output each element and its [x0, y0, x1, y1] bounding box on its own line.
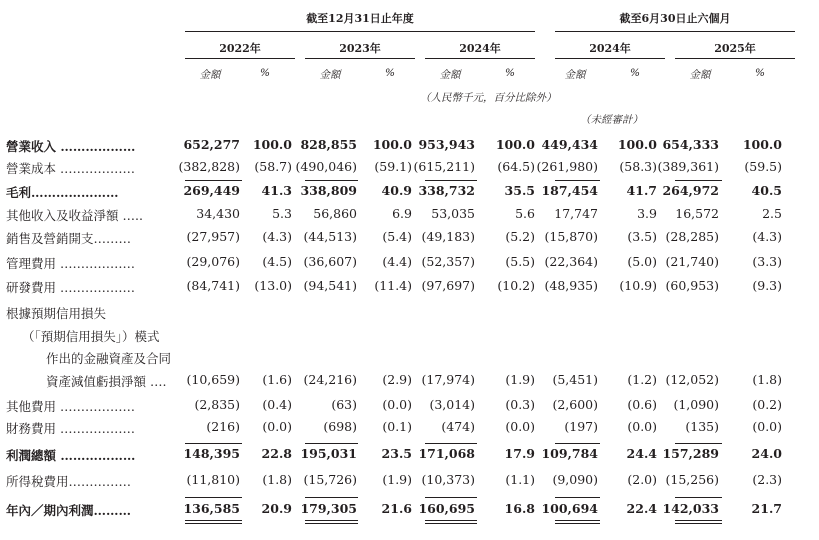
amount-cell: (1,090)	[673, 397, 719, 412]
percent-cell: (13.0)	[254, 278, 292, 293]
percent-cell: 2.5	[762, 206, 782, 221]
amount-header: 金額	[689, 69, 711, 81]
amount-cell: 652,277	[183, 137, 240, 152]
amount-cell: 142,033	[662, 501, 719, 516]
subtotal-rule	[555, 497, 600, 498]
amount-cell: 34,430	[196, 206, 240, 221]
amount-cell: 148,395	[183, 446, 240, 461]
amount-cell: (474)	[441, 419, 475, 434]
pct-header: %	[630, 67, 640, 79]
percent-cell: 35.5	[504, 183, 535, 198]
row-label: 資產減值虧損淨額 ….	[46, 374, 167, 389]
amount-cell: 136,585	[183, 501, 240, 516]
amount-cell: 53,035	[431, 206, 475, 221]
amount-cell: (15,256)	[665, 472, 719, 487]
amount-cell: 17,747	[554, 206, 598, 221]
subtotal-rule	[305, 523, 358, 524]
amount-cell: (9,090)	[552, 472, 598, 487]
subtotal-rule	[425, 523, 477, 524]
percent-cell: 21.7	[751, 501, 782, 516]
row-label: 其他費用 ………………	[6, 399, 135, 414]
amount-cell: (24,216)	[303, 372, 357, 387]
percent-cell: 24.4	[626, 446, 657, 461]
percent-cell: 100.0	[252, 137, 292, 152]
percent-cell: (9.3)	[752, 278, 782, 293]
amount-cell: 338,809	[300, 183, 357, 198]
percent-cell: 5.3	[272, 206, 292, 221]
amount-cell: 264,972	[662, 183, 719, 198]
subtotal-rule	[555, 180, 600, 181]
amount-cell: (29,076)	[186, 254, 240, 269]
subtotal-rule	[425, 180, 477, 181]
percent-cell: (2.9)	[382, 372, 412, 387]
amount-cell: (22,364)	[544, 254, 598, 269]
amount-cell: 269,449	[183, 183, 240, 198]
amount-cell: (52,357)	[421, 254, 475, 269]
year-header-2024-half: 2024年	[589, 42, 631, 55]
percent-cell: (1.1)	[505, 472, 535, 487]
subtotal-rule	[555, 523, 600, 524]
percent-cell: 5.6	[515, 206, 535, 221]
subtotal-rule	[305, 497, 358, 498]
row-label: 毛利…………………	[6, 185, 119, 200]
amount-cell: (197)	[564, 419, 598, 434]
unaudited-note: （未經審計）	[580, 114, 643, 126]
row-label: 所得稅費用……………	[6, 474, 132, 489]
subtotal-rule	[425, 497, 477, 498]
percent-cell: (0.0)	[505, 419, 535, 434]
amount-cell: 828,855	[300, 137, 357, 152]
percent-cell: (10.9)	[619, 278, 657, 293]
percent-cell: (58.3)	[619, 159, 657, 174]
amount-cell: 179,305	[300, 501, 357, 516]
percent-cell: (0.4)	[262, 397, 292, 412]
subtotal-rule	[185, 520, 242, 521]
percent-cell: (10.2)	[497, 278, 535, 293]
percent-cell: (58.7)	[254, 159, 292, 174]
percent-cell: (64.5)	[497, 159, 535, 174]
year-header-2023: 2023年	[339, 42, 381, 55]
percent-cell: (0.0)	[752, 419, 782, 434]
subtotal-rule	[425, 443, 477, 444]
subtotal-rule	[305, 443, 358, 444]
percent-cell: (0.0)	[382, 397, 412, 412]
amount-cell: (17,974)	[421, 372, 475, 387]
percent-cell: 21.6	[381, 501, 412, 516]
percent-cell: (0.0)	[627, 419, 657, 434]
group-header-half-year: 截至6月30日止六個月	[619, 12, 731, 25]
amount-cell: 160,695	[418, 501, 475, 516]
subtotal-rule	[675, 497, 722, 498]
group-rule-half-year	[555, 31, 795, 32]
percent-cell: (2.0)	[627, 472, 657, 487]
amount-cell: (44,513)	[303, 229, 357, 244]
percent-cell: (59.5)	[744, 159, 782, 174]
amount-cell: (28,285)	[665, 229, 719, 244]
amount-cell: 56,860	[313, 206, 357, 221]
year-rule	[305, 58, 415, 59]
year-header-2025-half: 2025年	[714, 42, 756, 55]
amount-cell: 109,784	[541, 446, 598, 461]
row-label: 財務費用 ………………	[6, 421, 135, 436]
percent-cell: (5.0)	[627, 254, 657, 269]
amount-cell: (12,052)	[665, 372, 719, 387]
amount-cell: 171,068	[418, 446, 475, 461]
percent-cell: 41.7	[626, 183, 657, 198]
subtotal-rule	[555, 520, 600, 521]
amount-cell: (216)	[206, 419, 240, 434]
percent-cell: 40.9	[381, 183, 412, 198]
amount-cell: (60,953)	[665, 278, 719, 293]
percent-cell: 16.8	[504, 501, 535, 516]
subtotal-rule	[425, 520, 477, 521]
amount-cell: 16,572	[675, 206, 719, 221]
row-label: 研發費用 ………………	[6, 280, 135, 295]
amount-cell: (97,697)	[421, 278, 475, 293]
amount-cell: (15,870)	[544, 229, 598, 244]
amount-cell: (10,659)	[186, 372, 240, 387]
unit-note: （人民幣千元，百分比除外）	[420, 92, 557, 104]
subtotal-rule	[305, 180, 358, 181]
percent-cell: 24.0	[751, 446, 782, 461]
amount-cell: (11,810)	[186, 472, 240, 487]
percent-cell: (0.0)	[262, 419, 292, 434]
subtotal-rule	[675, 180, 722, 181]
percent-cell: (1.9)	[505, 372, 535, 387]
amount-cell: (2,835)	[194, 397, 240, 412]
percent-cell: (0.3)	[505, 397, 535, 412]
percent-cell: 3.9	[637, 206, 657, 221]
percent-cell: 22.4	[626, 501, 657, 516]
percent-cell: 20.9	[261, 501, 292, 516]
amount-cell: (36,607)	[303, 254, 357, 269]
percent-cell: 100.0	[617, 137, 657, 152]
pct-header: %	[755, 67, 765, 79]
year-rule	[425, 58, 535, 59]
amount-cell: (84,741)	[186, 278, 240, 293]
amount-cell: 449,434	[541, 137, 598, 152]
percent-cell: 6.9	[392, 206, 412, 221]
percent-cell: (4.4)	[382, 254, 412, 269]
amount-cell: (48,935)	[544, 278, 598, 293]
amount-cell: (135)	[685, 419, 719, 434]
amount-cell: (389,361)	[657, 159, 719, 174]
percent-cell: (0.6)	[627, 397, 657, 412]
percent-cell: 100.0	[372, 137, 412, 152]
pct-header: %	[505, 67, 515, 79]
amount-cell: 953,943	[418, 137, 475, 152]
percent-cell: (0.2)	[752, 397, 782, 412]
percent-cell: (0.1)	[382, 419, 412, 434]
percent-cell: (3.3)	[752, 254, 782, 269]
amount-cell: (63)	[331, 397, 357, 412]
row-label: 年內／期內利潤………	[6, 503, 132, 518]
pct-header: %	[385, 67, 395, 79]
subtotal-rule	[185, 497, 242, 498]
percent-cell: (4.5)	[262, 254, 292, 269]
percent-cell: (1.8)	[752, 372, 782, 387]
percent-cell: (1.6)	[262, 372, 292, 387]
amount-cell: (94,541)	[303, 278, 357, 293]
row-label: 營業收入 ………………	[6, 139, 136, 154]
amount-cell: (382,828)	[178, 159, 240, 174]
percent-cell: (1.9)	[382, 472, 412, 487]
amount-cell: (5,451)	[552, 372, 598, 387]
amount-cell: 187,454	[541, 183, 598, 198]
row-label: 利潤總額 ………………	[6, 448, 136, 463]
percent-cell: (4.3)	[262, 229, 292, 244]
amount-cell: (615,211)	[413, 159, 475, 174]
ecl-label-line-3: 作出的金融資產及合同	[46, 351, 172, 366]
year-header-2024: 2024年	[459, 42, 501, 55]
subtotal-rule	[185, 443, 242, 444]
amount-cell: 654,333	[662, 137, 719, 152]
year-header-2022: 2022年	[219, 42, 261, 55]
amount-cell: (10,373)	[421, 472, 475, 487]
percent-cell: (59.1)	[374, 159, 412, 174]
amount-header: 金額	[199, 69, 221, 81]
group-header-annual: 截至12月31日止年度	[306, 12, 414, 25]
amount-cell: (27,957)	[186, 229, 240, 244]
year-rule	[675, 58, 795, 59]
percent-cell: (3.5)	[627, 229, 657, 244]
subtotal-rule	[185, 523, 242, 524]
amount-cell: 157,289	[662, 446, 719, 461]
amount-cell: (261,980)	[536, 159, 598, 174]
percent-cell: (5.4)	[382, 229, 412, 244]
percent-cell: 17.9	[504, 446, 535, 461]
percent-cell: (11.4)	[374, 278, 412, 293]
percent-cell: 41.3	[261, 183, 292, 198]
amount-cell: (698)	[323, 419, 357, 434]
amount-cell: (3,014)	[429, 397, 475, 412]
amount-header: 金額	[564, 69, 586, 81]
subtotal-rule	[675, 523, 722, 524]
ecl-label-line-2: （「預期信用損失」）模式	[22, 329, 160, 344]
amount-cell: (15,726)	[303, 472, 357, 487]
ecl-label-line-1: 根據預期信用損失	[6, 306, 107, 321]
subtotal-rule	[675, 520, 722, 521]
amount-cell: (2,600)	[552, 397, 598, 412]
amount-cell: 195,031	[300, 446, 357, 461]
percent-cell: (1.8)	[262, 472, 292, 487]
year-rule	[185, 58, 295, 59]
percent-cell: (4.3)	[752, 229, 782, 244]
row-label: 其他收入及收益淨額 …..	[6, 208, 143, 223]
amount-header: 金額	[439, 69, 461, 81]
percent-cell: 40.5	[751, 183, 782, 198]
percent-cell: 100.0	[495, 137, 535, 152]
row-label: 銷售及營銷開支………	[6, 231, 132, 246]
percent-cell: (5.2)	[505, 229, 535, 244]
percent-cell: 23.5	[381, 446, 412, 461]
year-rule	[555, 58, 665, 59]
row-label: 營業成本 ………………	[6, 161, 135, 176]
percent-cell: 100.0	[742, 137, 782, 152]
percent-cell: (5.5)	[505, 254, 535, 269]
amount-cell: 338,732	[418, 183, 475, 198]
subtotal-rule	[185, 180, 242, 181]
amount-header: 金額	[319, 69, 341, 81]
amount-cell: (49,183)	[421, 229, 475, 244]
pct-header: %	[260, 67, 270, 79]
percent-cell: 22.8	[261, 446, 292, 461]
row-label: 管理費用 ………………	[6, 256, 135, 271]
percent-cell: (1.2)	[627, 372, 657, 387]
subtotal-rule	[305, 520, 358, 521]
amount-cell: (21,740)	[665, 254, 719, 269]
subtotal-rule	[555, 443, 600, 444]
percent-cell: (2.3)	[752, 472, 782, 487]
amount-cell: (490,046)	[295, 159, 357, 174]
amount-cell: 100,694	[541, 501, 598, 516]
group-rule-annual	[185, 31, 535, 32]
subtotal-rule	[675, 443, 722, 444]
